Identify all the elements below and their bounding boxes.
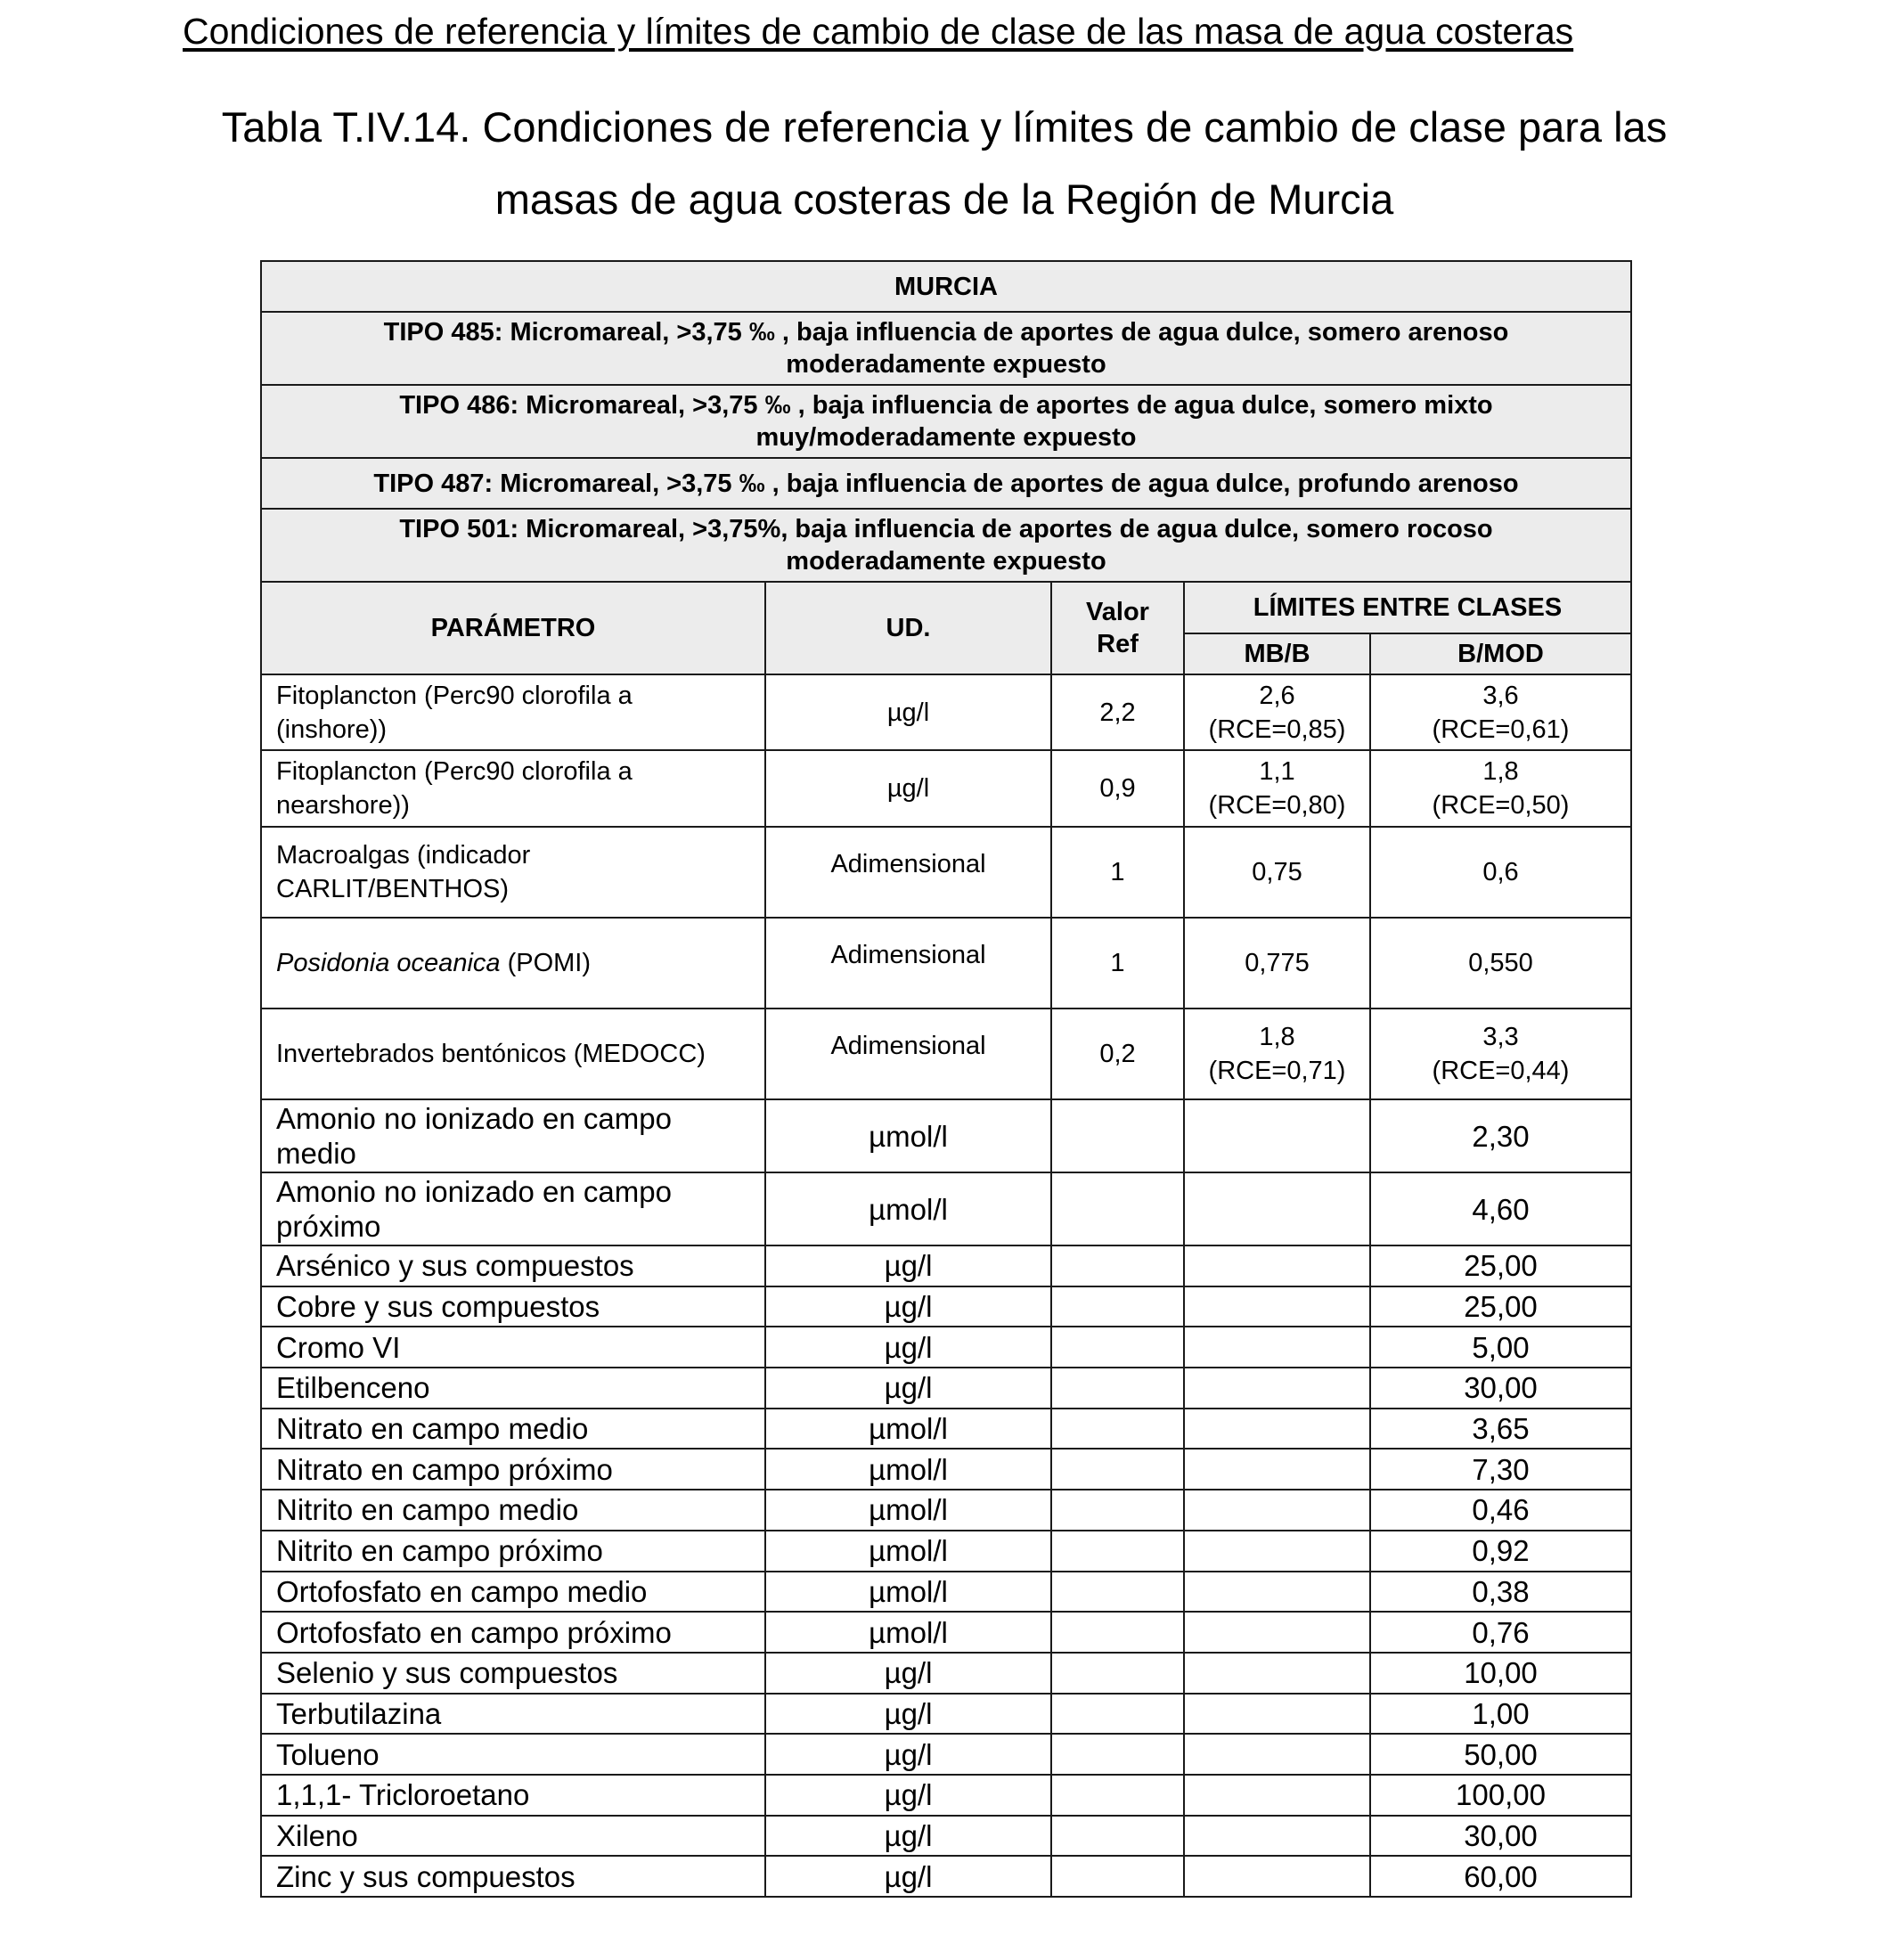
ud-cell: µg/l [765, 1286, 1051, 1327]
mbb-cell [1184, 1531, 1370, 1572]
type-desc-cont: moderadamente expuesto [786, 350, 1106, 379]
type-desc-cont: moderadamente expuesto [786, 547, 1106, 576]
type-485-header [261, 312, 1631, 385]
ud-cell: µmol/l [765, 1409, 1051, 1450]
table-row [261, 1449, 1631, 1490]
param-cell: Invertebrados bentónicos (MEDOCC) [261, 1009, 765, 1099]
bmod-cell: 50,00 [1370, 1734, 1631, 1775]
table-row [261, 1816, 1631, 1857]
ud-cell: µg/l [765, 1856, 1051, 1897]
bmod-cell: 2,30 [1370, 1099, 1631, 1172]
mbb-cell [1184, 1490, 1370, 1531]
param-cell: Etilbenceno [261, 1368, 765, 1409]
reference-conditions-table [260, 260, 1632, 1898]
ud-cell: µmol/l [765, 1612, 1051, 1653]
mbb-cell: 0,75 [1184, 827, 1370, 918]
ref-cell [1051, 1286, 1184, 1327]
bmod-cell: 30,00 [1370, 1368, 1631, 1409]
param-cell: Selenio y sus compuestos [261, 1653, 765, 1694]
param-cell: Amonio no ionizado en campo próximo [261, 1172, 765, 1245]
table-row [261, 827, 1631, 918]
bmod-cell: 30,00 [1370, 1816, 1631, 1857]
ref-cell [1051, 1368, 1184, 1409]
param-cell: Nitrato en campo próximo [261, 1449, 765, 1490]
ref-cell [1051, 1172, 1184, 1245]
bmod-cell: 25,00 [1370, 1286, 1631, 1327]
param-cell: Arsénico y sus compuestos [261, 1245, 765, 1286]
bmod-cell: 1,8 (RCE=0,50) [1370, 750, 1631, 827]
bmod-cell: 60,00 [1370, 1856, 1631, 1897]
ref-cell [1051, 1572, 1184, 1613]
ref-cell: 0,2 [1051, 1009, 1184, 1099]
type-code: TIPO 485: [383, 318, 503, 347]
ref-cell [1051, 1327, 1184, 1368]
bmod-cell: 25,00 [1370, 1245, 1631, 1286]
table-row [261, 1368, 1631, 1409]
ud-cell: µmol/l [765, 1531, 1051, 1572]
section-heading: Condiciones de referencia y límites de cambio de clase de las masa de agua costeras [183, 11, 1574, 52]
type-code: TIPO 501: [399, 515, 519, 543]
mbb-cell [1184, 1327, 1370, 1368]
table-row [261, 1734, 1631, 1775]
table-row [261, 1327, 1631, 1368]
table-caption [178, 91, 1710, 235]
bmod-cell: 100,00 [1370, 1775, 1631, 1816]
ud-cell: µg/l [765, 1734, 1051, 1775]
mbb-cell [1184, 1099, 1370, 1172]
bmod-cell: 1,00 [1370, 1694, 1631, 1735]
mbb-cell: 2,6 (RCE=0,85) [1184, 674, 1370, 750]
table-row [261, 1694, 1631, 1735]
valor-label: Valor [1086, 598, 1149, 626]
column-header-mbb: MB/B [1184, 633, 1370, 674]
type-desc-cont: muy/moderadamente expuesto [755, 423, 1137, 452]
mbb-cell [1184, 1734, 1370, 1775]
ud-cell: µg/l [765, 1368, 1051, 1409]
ref-cell [1051, 1612, 1184, 1653]
mbb-cell [1184, 1245, 1370, 1286]
column-header-parametro: PARÁMETRO [261, 582, 765, 674]
column-header-bmod: B/MOD [1370, 633, 1631, 674]
ref-cell [1051, 1734, 1184, 1775]
type-desc: Micromareal, >3,75 ‰ , baja influencia de aportes de agua dulce, somero mixto [518, 391, 1493, 420]
ref-cell: 1 [1051, 918, 1184, 1009]
type-code: TIPO 486: [399, 391, 519, 420]
bmod-cell: 0,46 [1370, 1490, 1631, 1531]
mbb-cell [1184, 1572, 1370, 1613]
mbb-cell [1184, 1368, 1370, 1409]
table-row [261, 750, 1631, 827]
ref-cell [1051, 1653, 1184, 1694]
mbb-cell: 1,8 (RCE=0,71) [1184, 1009, 1370, 1099]
type-desc: Micromareal, >3,75%, baja influencia de aportes de agua dulce, somero rocoso [518, 515, 1493, 543]
table-row [261, 1531, 1631, 1572]
mbb-cell [1184, 1856, 1370, 1897]
ud-cell: µmol/l [765, 1490, 1051, 1531]
param-cell: Macroalgas (indicador CARLIT/BENTHOS) [261, 827, 765, 918]
ref-cell: 2,2 [1051, 674, 1184, 750]
table-row [261, 1572, 1631, 1613]
param-cell: Ortofosfato en campo próximo [261, 1612, 765, 1653]
ref-cell [1051, 1490, 1184, 1531]
bmod-cell: 7,30 [1370, 1449, 1631, 1490]
ref-cell [1051, 1856, 1184, 1897]
ud-cell: µg/l [765, 1245, 1051, 1286]
ud-cell: Adimensional [765, 827, 1051, 918]
type-487-header [261, 458, 1631, 509]
caption-line-2: masas de agua costeras de la Región de Murcia [494, 176, 1394, 223]
ref-cell [1051, 1694, 1184, 1735]
mbb-cell [1184, 1409, 1370, 1450]
table-row [261, 1286, 1631, 1327]
param-cell: Cromo VI [261, 1327, 765, 1368]
mbb-cell [1184, 1653, 1370, 1694]
ud-cell: µg/l [765, 674, 1051, 750]
ud-cell: µmol/l [765, 1572, 1051, 1613]
ud-cell: µg/l [765, 1775, 1051, 1816]
ud-cell: µmol/l [765, 1172, 1051, 1245]
type-desc: Micromareal, >3,75 ‰ , baja influencia de aportes de agua dulce, profundo arenoso [493, 469, 1519, 498]
ref-cell: 1 [1051, 827, 1184, 918]
param-cell: Zinc y sus compuestos [261, 1856, 765, 1897]
region-header: MURCIA [261, 261, 1631, 312]
bmod-cell: 0,38 [1370, 1572, 1631, 1613]
table-row [261, 674, 1631, 750]
type-desc: Micromareal, >3,75 ‰ , baja influencia de aportes de agua dulce, somero arenoso [502, 318, 1509, 347]
param-cell: Nitrato en campo medio [261, 1409, 765, 1450]
ud-cell: µmol/l [765, 1099, 1051, 1172]
param-cell: Xileno [261, 1816, 765, 1857]
bmod-cell: 3,65 [1370, 1409, 1631, 1450]
table-row [261, 1856, 1631, 1897]
table-row [261, 1775, 1631, 1816]
ud-cell: µg/l [765, 1653, 1051, 1694]
table-row [261, 1612, 1631, 1653]
table-row [261, 1653, 1631, 1694]
bmod-cell: 3,3 (RCE=0,44) [1370, 1009, 1631, 1099]
param-cell: Amonio no ionizado en campo medio [261, 1099, 765, 1172]
param-cell: Fitoplancton (Perc90 clorofila a nearshore)) [261, 750, 765, 827]
ref-label: Ref [1097, 630, 1139, 658]
param-cell: Tolueno [261, 1734, 765, 1775]
bmod-cell: 4,60 [1370, 1172, 1631, 1245]
mbb-cell: 1,1 (RCE=0,80) [1184, 750, 1370, 827]
bmod-cell: 10,00 [1370, 1653, 1631, 1694]
caption-line-1: Tabla T.IV.14. Condiciones de referencia y límites de cambio de clase para las [221, 103, 1668, 151]
mbb-cell [1184, 1612, 1370, 1653]
column-header-valor-ref [1051, 582, 1184, 674]
table-row [261, 1009, 1631, 1099]
bmod-cell: 0,6 [1370, 827, 1631, 918]
ref-cell [1051, 1099, 1184, 1172]
column-header-limites: LÍMITES ENTRE CLASES [1184, 582, 1631, 633]
ud-cell: µg/l [765, 1816, 1051, 1857]
ref-cell [1051, 1409, 1184, 1450]
table-row [261, 1245, 1631, 1286]
param-cell: Ortofosfato en campo medio [261, 1572, 765, 1613]
mbb-cell [1184, 1286, 1370, 1327]
table-row [261, 1099, 1631, 1172]
bmod-cell: 5,00 [1370, 1327, 1631, 1368]
ud-cell: µg/l [765, 750, 1051, 827]
ref-cell [1051, 1449, 1184, 1490]
param-cell: Terbutilazina [261, 1694, 765, 1735]
ud-cell: µmol/l [765, 1449, 1051, 1490]
table-row [261, 1490, 1631, 1531]
mbb-cell [1184, 1775, 1370, 1816]
type-486-header [261, 385, 1631, 458]
ref-cell [1051, 1816, 1184, 1857]
ud-cell: Adimensional [765, 1009, 1051, 1099]
bmod-cell: 0,92 [1370, 1531, 1631, 1572]
ref-cell: 0,9 [1051, 750, 1184, 827]
mbb-cell [1184, 1694, 1370, 1735]
param-cell: Fitoplancton (Perc90 clorofila a (inshore)) [261, 674, 765, 750]
mbb-cell [1184, 1816, 1370, 1857]
table-row [261, 918, 1631, 1009]
table-row [261, 1172, 1631, 1245]
bmod-cell: 0,76 [1370, 1612, 1631, 1653]
species-name: Posidonia oceanica [276, 949, 501, 977]
param-cell: Posidonia oceanica (POMI) [261, 918, 765, 1009]
table-row [261, 1409, 1631, 1450]
type-code: TIPO 487: [373, 469, 494, 498]
column-header-ud: UD. [765, 582, 1051, 674]
param-cell: Cobre y sus compuestos [261, 1286, 765, 1327]
ud-cell: µg/l [765, 1327, 1051, 1368]
param-cell: Nitrito en campo próximo [261, 1531, 765, 1572]
mbb-cell [1184, 1172, 1370, 1245]
param-cell: Nitrito en campo medio [261, 1490, 765, 1531]
ref-cell [1051, 1775, 1184, 1816]
ud-cell: Adimensional [765, 918, 1051, 1009]
bmod-cell: 3,6 (RCE=0,61) [1370, 674, 1631, 750]
mbb-cell [1184, 1449, 1370, 1490]
type-501-header [261, 509, 1631, 582]
ref-cell [1051, 1245, 1184, 1286]
mbb-cell: 0,775 [1184, 918, 1370, 1009]
param-cell: 1,1,1- Tricloroetano [261, 1775, 765, 1816]
bmod-cell: 0,550 [1370, 918, 1631, 1009]
ref-cell [1051, 1531, 1184, 1572]
ud-cell: µg/l [765, 1694, 1051, 1735]
